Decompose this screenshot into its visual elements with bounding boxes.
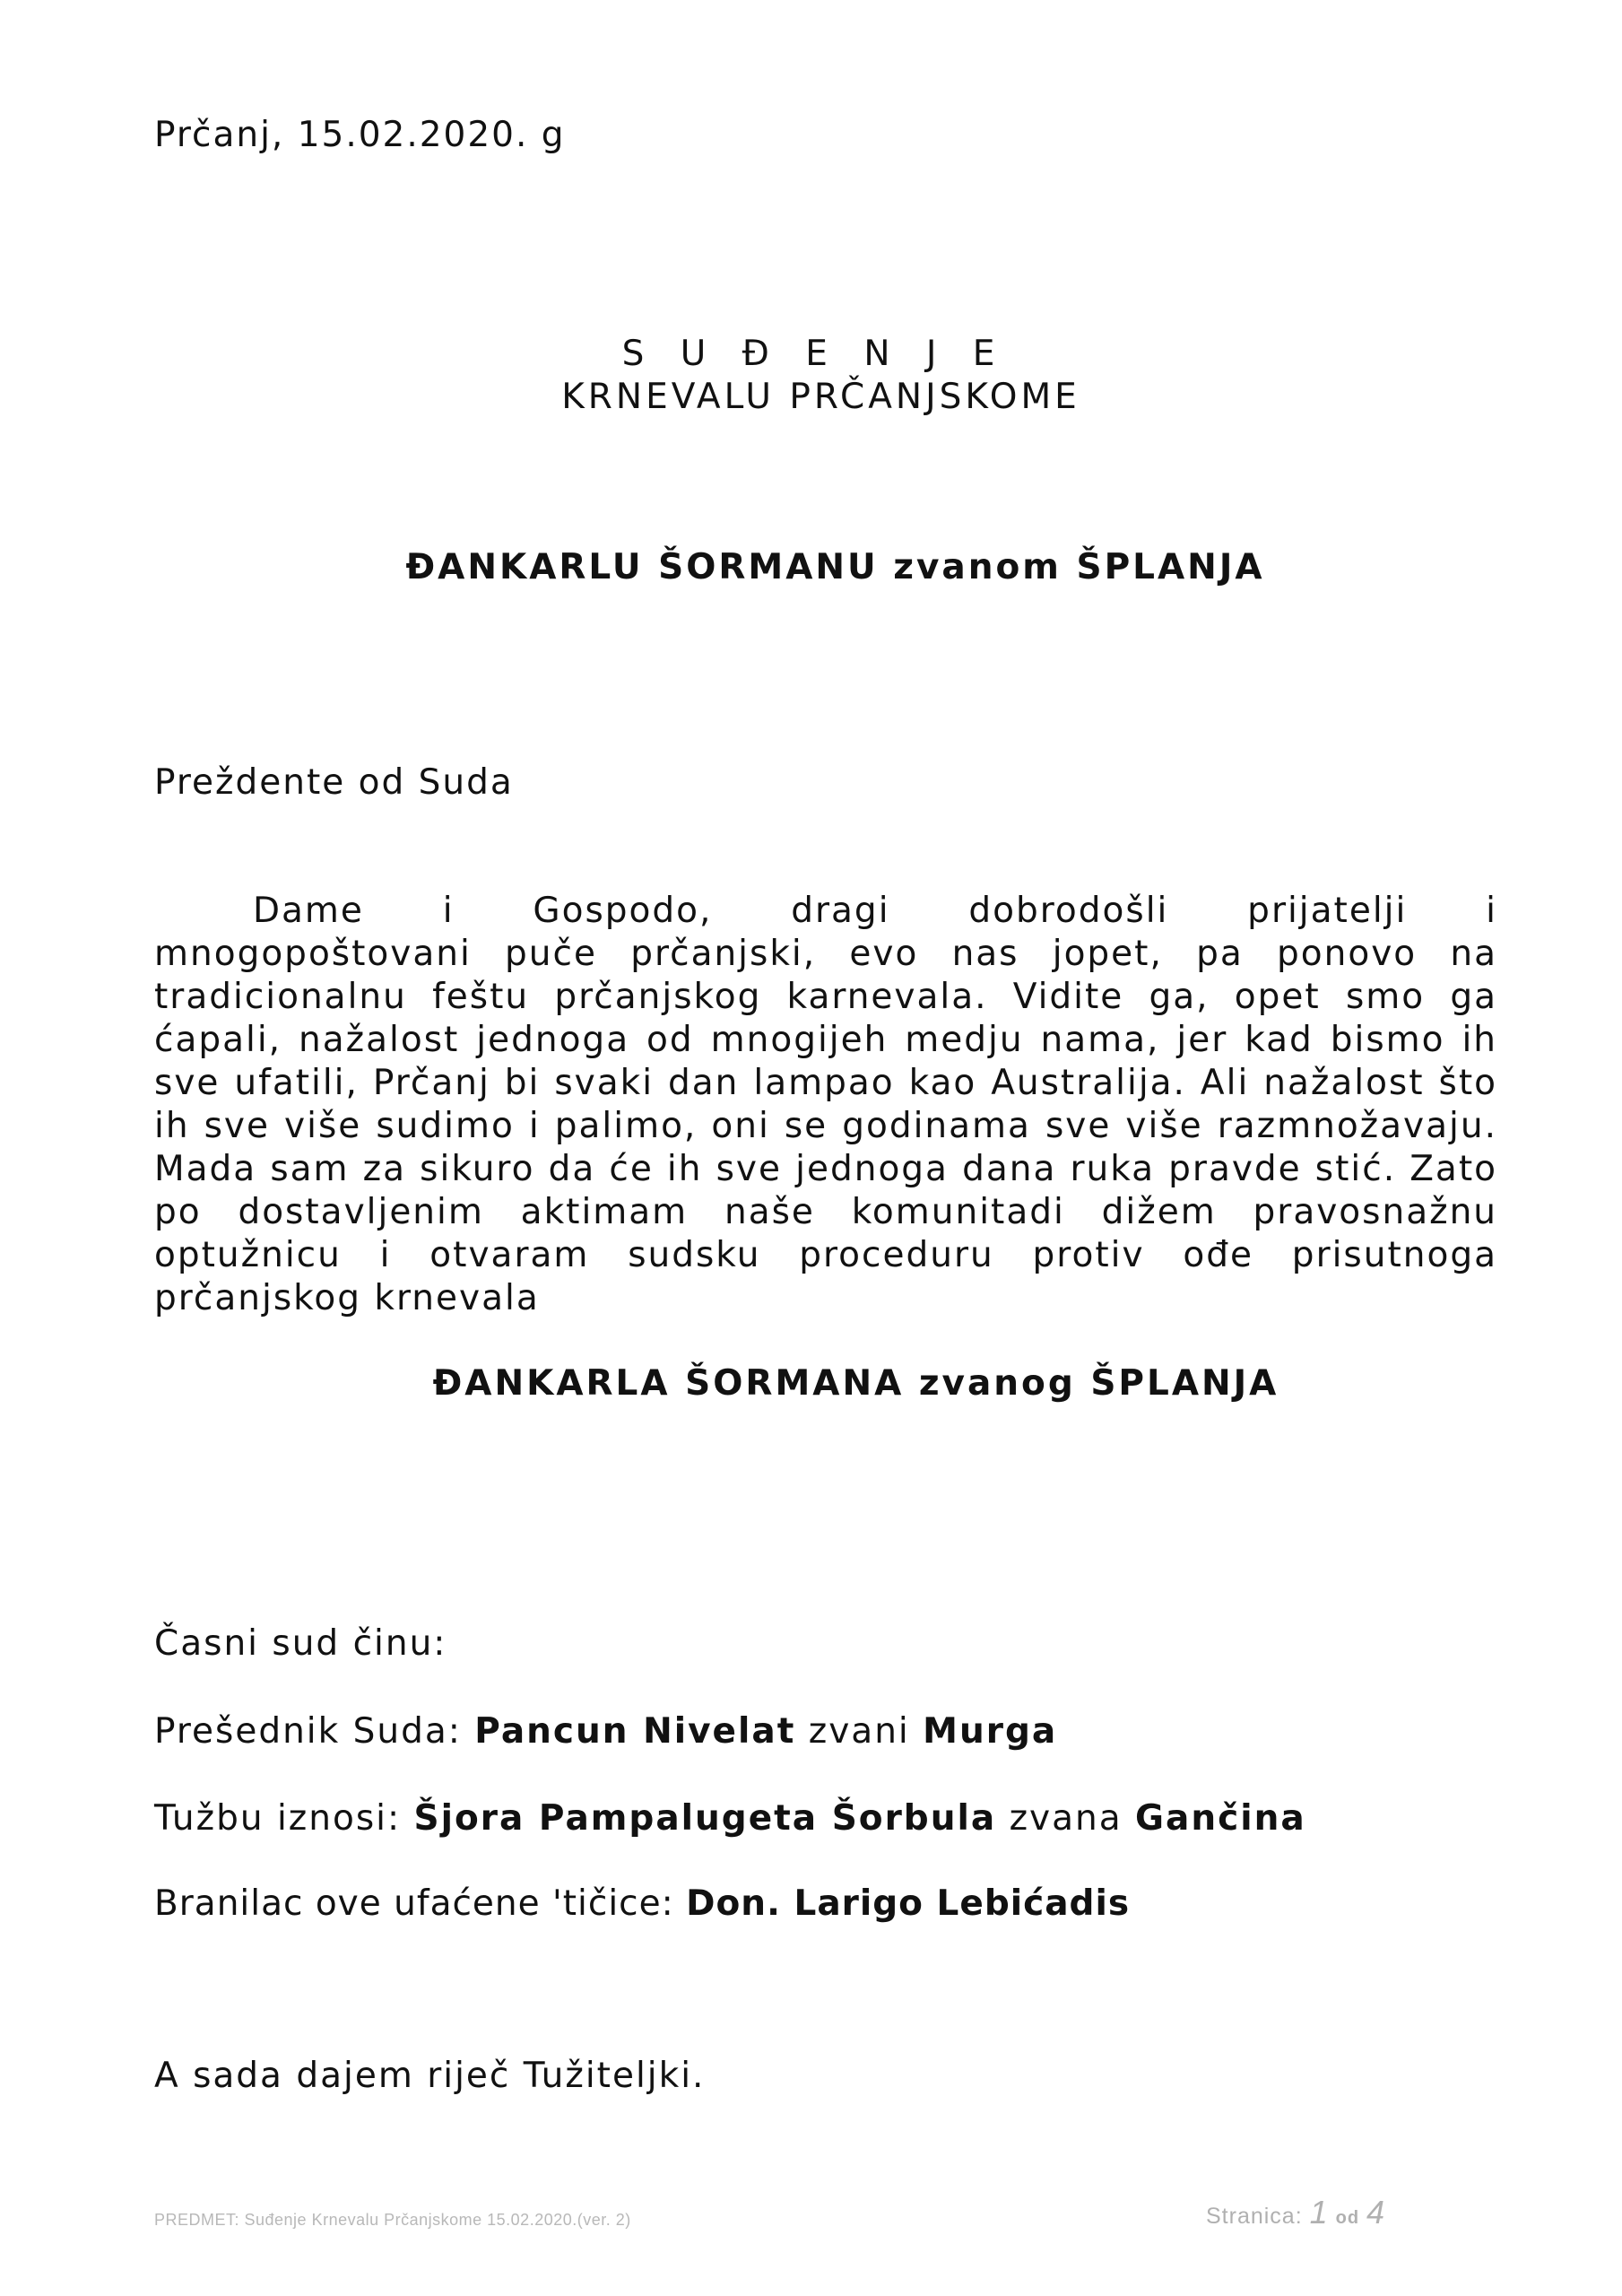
defender-name: Don. Larigo Lebićadis bbox=[686, 1883, 1131, 1924]
prosecutor-label: Tužbu iznosi: bbox=[154, 1798, 414, 1839]
indictment-paragraph bbox=[154, 890, 1497, 1320]
president-label: Prešednik Suda: bbox=[154, 1711, 475, 1752]
prosecutor-name: Šjora Pampalugeta Šorbula bbox=[413, 1798, 997, 1839]
defendant-name: ĐANKARLA ŠORMANA zvanog ŠPLANJA bbox=[432, 1363, 1279, 1404]
document-title: S U Đ E N J E bbox=[621, 334, 1008, 374]
prosecutor-joiner: zvana bbox=[996, 1798, 1136, 1839]
prosecutor-nickname: Gančina bbox=[1135, 1798, 1306, 1839]
page-total: 4 bbox=[1366, 2194, 1386, 2231]
page-label: Stranica: bbox=[1206, 2204, 1303, 2229]
court-defender-row bbox=[154, 1883, 1130, 1924]
speaker-label: Preždente od Suda bbox=[154, 762, 514, 803]
court-president-row bbox=[154, 1711, 1057, 1752]
closing-line: A sada dajem riječ Tužiteljki. bbox=[154, 2056, 706, 2096]
president-joiner: zvani bbox=[795, 1711, 924, 1752]
defender-label: Branilac ove ufaćene 'tičice: bbox=[154, 1883, 687, 1924]
footer-page-number bbox=[1206, 2194, 1385, 2231]
paragraph-body: mnogopoštovani puče prčanjski, evo nas jopet, pa ponovo na tradicionalnu feštu prčanjskog karnevala. Vidite ga, opet smo ga ćapali, nažalost jednoga od mnogijeh medju nama, jer kad bismo ih sve ufatili, Prčanj bi svaki dan lampao kao Australija. Ali nažalost što ih sve više sudimo i palimo, oni se godinama sve više razmnožavaju. Mada sam za sikuro da će ih sve jednoga dana ruka pravde stić. Zato po dostavljenim aktimam naše komunitadi dižem pravosnažnu optužnicu i otvaram sudsku proceduru protiv ođe prisutnoga prčanjskog krnevala bbox=[154, 934, 1497, 1318]
president-nickname: Murga bbox=[923, 1711, 1058, 1752]
document-subtitle: KRNEVALU PRČANJSKOME bbox=[561, 377, 1080, 417]
page-current: 1 bbox=[1309, 2194, 1329, 2231]
court-prosecutor-row bbox=[154, 1798, 1306, 1839]
court-heading: Časni sud činu: bbox=[154, 1623, 447, 1664]
page-of: od bbox=[1335, 2208, 1360, 2228]
paragraph-first-line: Dame i Gospodo, dragi dobrodošli prijatelji i bbox=[253, 891, 1497, 931]
footer-subject: PREDMET: Suđenje Krnevalu Prčanjskome 15.02.2020.(ver. 2) bbox=[154, 2211, 631, 2229]
president-name: Pancun Nivelat bbox=[474, 1711, 796, 1752]
document-date: Prčanj, 15.02.2020. g bbox=[154, 115, 566, 155]
defendant-heading: ĐANKARLU ŠORMANU zvanom ŠPLANJA bbox=[405, 547, 1265, 587]
